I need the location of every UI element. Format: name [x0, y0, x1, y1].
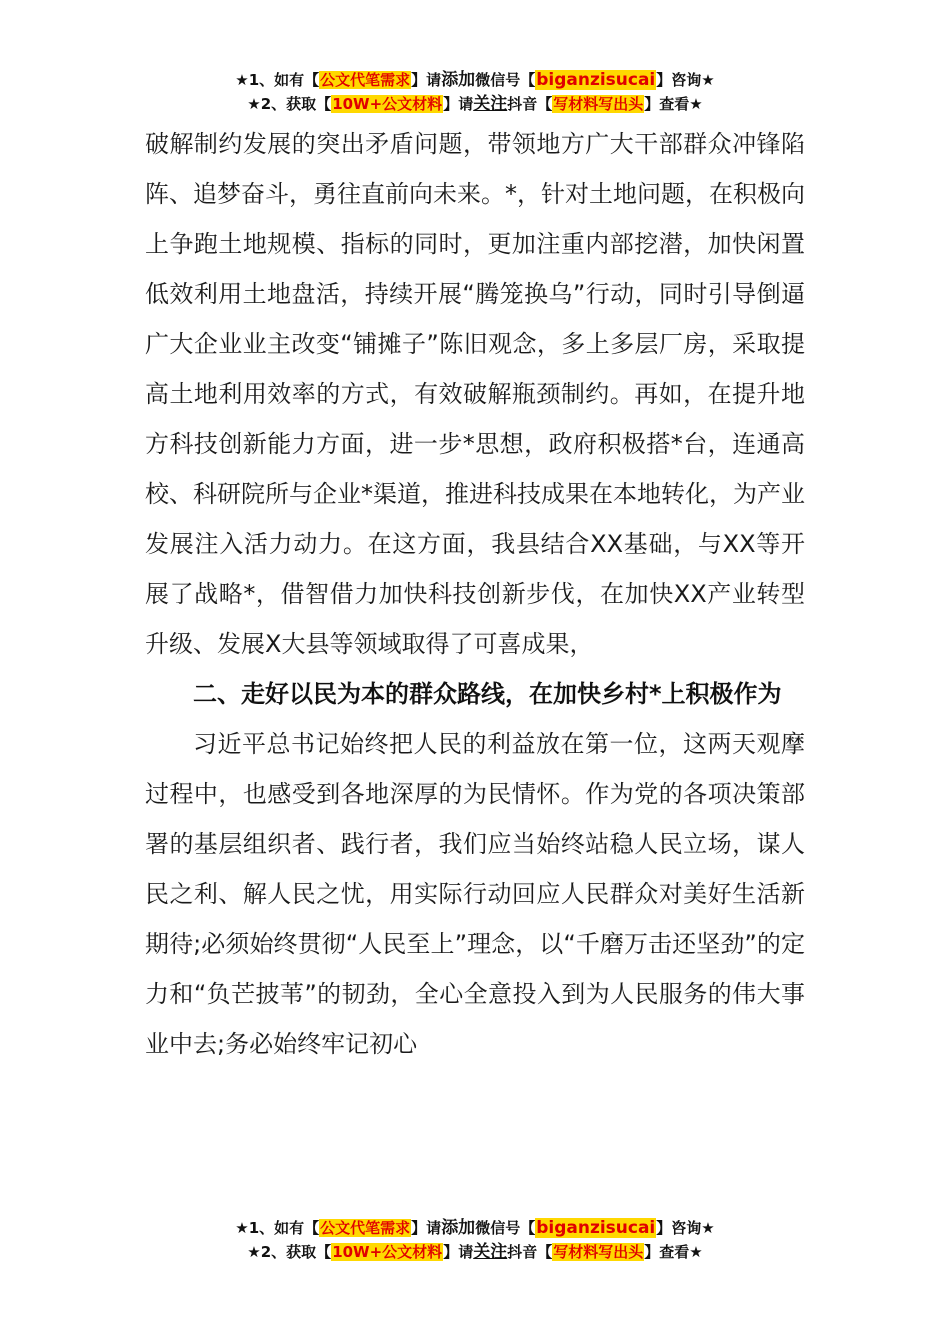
banner-line-2: ★2、获取【10W+公文材料】请关注抖音【写材料写出头】查看★ — [247, 1242, 703, 1262]
footer-banner — [0, 1216, 950, 1264]
paragraph: 习近平总书记始终把人民的利益放在第一位，这两天观摩过程中，也感受到各地深厚的为民情怀。作为党的各项决策部署的基层组织者、践行者，我们应当始终站稳人民立场，谋人民之利、解人民之忧，用实际行动回应人民群众对美好生活新期待;必须始终贯彻“人民至上”理念，以“千磨万击还坚劲”的定力和“负芒披苇”的韧劲，全心全意投入到为人民服务的伟大事业中去;务必始终牢记初心 — [145, 730, 805, 1058]
highlight-wechat-id: biganzisucai — [536, 70, 656, 90]
banner-line-1: ★1、如有【公文代笔需求】请添加微信号【biganzisucai】咨询★ — [235, 70, 715, 90]
banner-line-1: ★1、如有【公文代笔需求】请添加微信号【biganzisucai】咨询★ — [235, 1218, 715, 1238]
highlight-service: 公文代笔需求 — [320, 1219, 411, 1237]
document-body — [145, 119, 805, 1069]
paragraph-continued: 破解制约发展的突出矛盾问题，带领地方广大干部群众冲锋陷阵、追梦奋斗，勇往直前向未来。*，针对土地问题，在积极向上争跑土地规模、指标的同时，更加注重内部挖潜，加快闲置低效利用土地盘活，持续开展“腾笼换乌”行动，同时引导倒逼广大企业业主改变“铺摊子”陈旧观念，多上多层厂房，采取提高土地利用效率的方式，有效破解瓶颈制约。再如，在提升地方科技创新能力方面，进一步*思想，政府积极搭*台，连通高校、科研院所与企业*渠道，推进科技成果在本地转化，为产业发展注入活力动力。在这方面，我县结合XX基础，与XX等开展了战略*，借智借力加快科技创新步伐，在加快XX产业转型升级、发展X大县等领域取得了可喜成果， — [145, 130, 805, 658]
section-heading-2: 二、走好以民为本的群众路线，在加快乡村*上积极作为 — [193, 680, 782, 708]
highlight-service: 公文代笔需求 — [320, 71, 411, 89]
highlight-materials: 10W+公文材料 — [332, 95, 443, 113]
header-banner — [0, 68, 950, 116]
banner-line-2: ★2、获取【10W+公文材料】请关注抖音【写材料写出头】查看★ — [247, 94, 703, 114]
highlight-douyin: 写材料写出头 — [553, 95, 644, 113]
highlight-douyin: 写材料写出头 — [553, 1243, 644, 1261]
highlight-wechat-id: biganzisucai — [536, 1218, 656, 1238]
highlight-materials: 10W+公文材料 — [332, 1243, 443, 1261]
